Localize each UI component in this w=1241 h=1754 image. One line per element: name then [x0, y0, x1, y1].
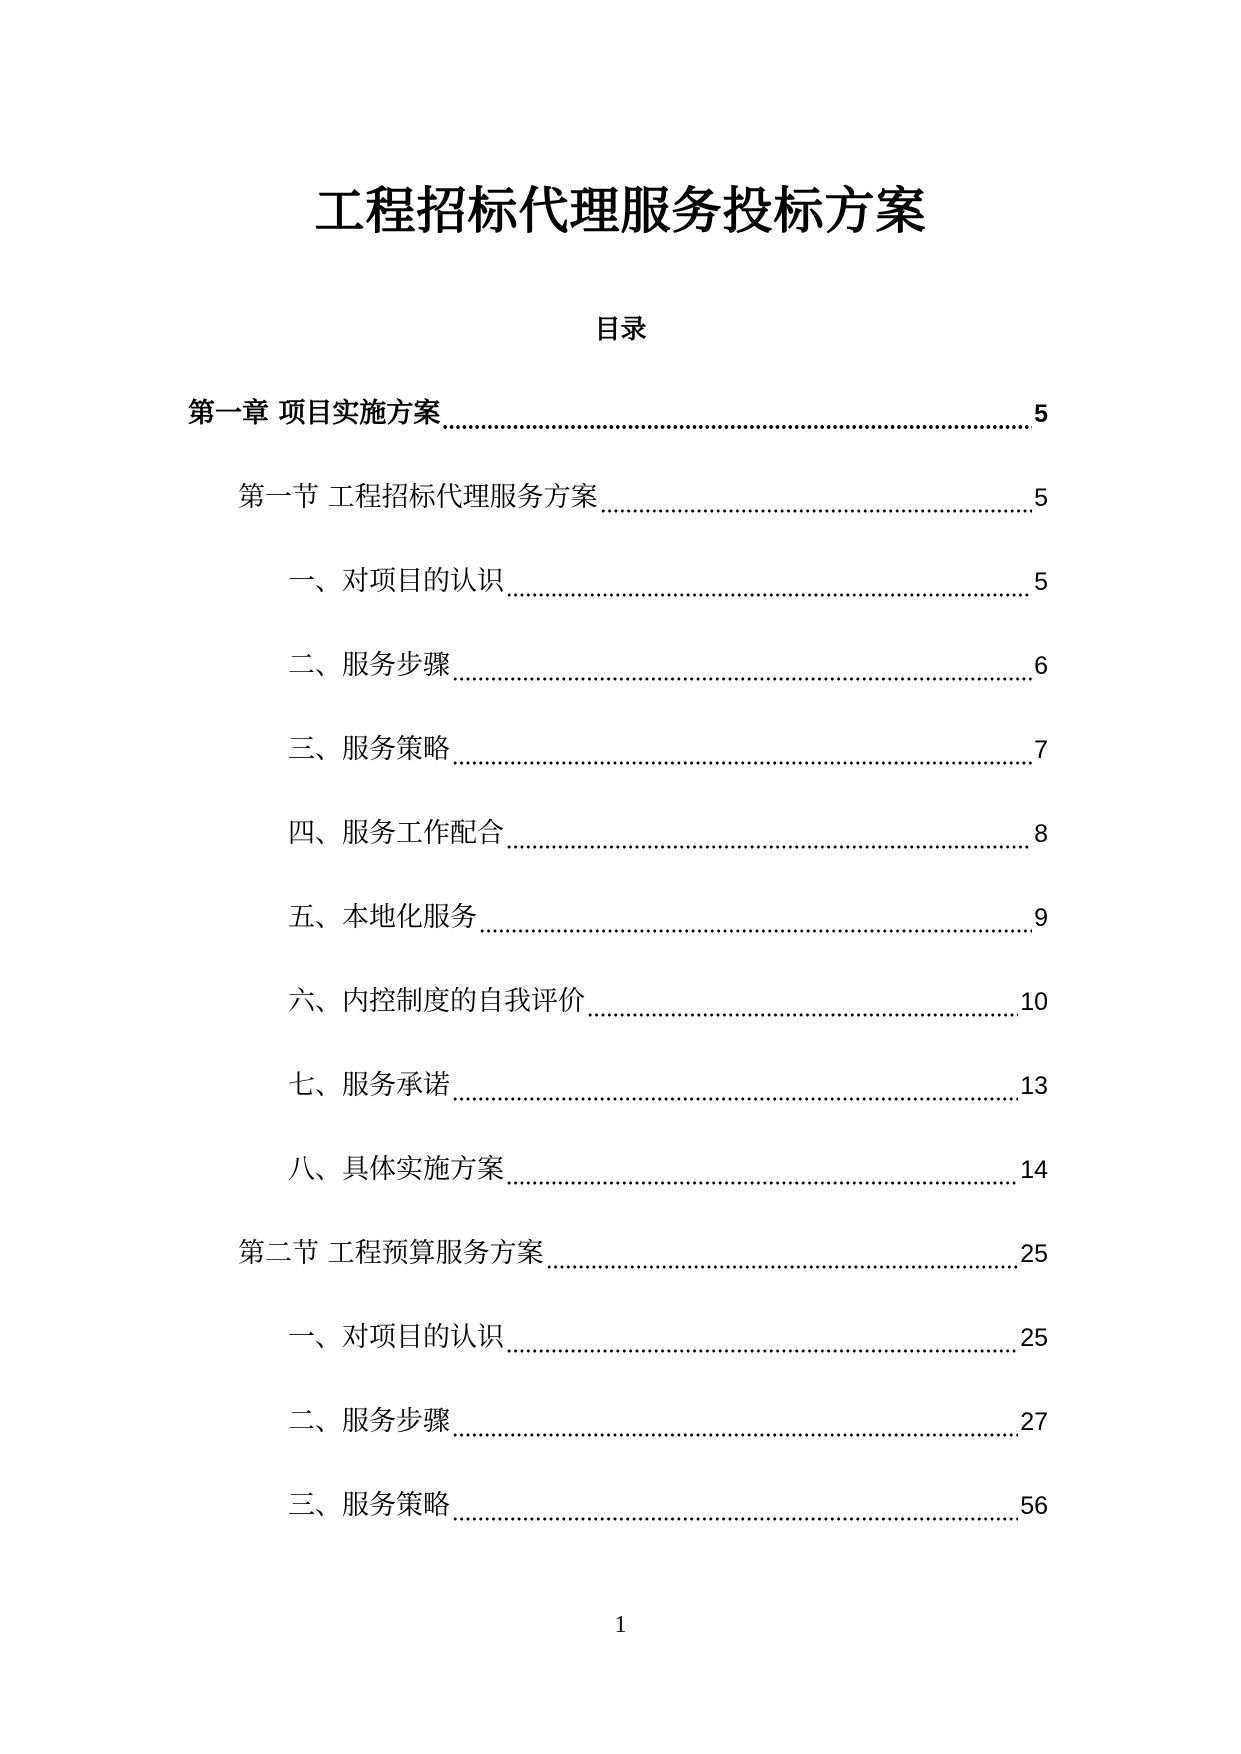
toc-dot-leader	[452, 677, 1032, 681]
toc-entry-title: 八、具体实施方案	[288, 1154, 504, 1185]
toc-entry[interactable]	[0, 372, 1241, 456]
toc-dot-leader	[479, 929, 1032, 933]
toc-entry-title: 一、对项目的认识	[288, 1322, 504, 1353]
toc-entry-page: 25	[1020, 1324, 1048, 1352]
toc-entry-title: 七、服务承诺	[288, 1070, 450, 1101]
toc-entry[interactable]	[0, 624, 1241, 708]
toc-dot-leader	[506, 845, 1032, 849]
toc-entry-title: 二、服务步骤	[288, 1406, 450, 1437]
toc-entry-title: 四、服务工作配合	[288, 818, 504, 849]
toc-entry[interactable]	[0, 1044, 1241, 1128]
toc-entry-page: 6	[1034, 652, 1048, 680]
toc-dot-leader	[587, 1013, 1018, 1017]
toc-entry-page: 10	[1020, 988, 1048, 1016]
toc-dot-leader	[452, 1097, 1018, 1101]
toc-entry-title: 五、本地化服务	[288, 902, 477, 933]
toc-entry-title: 一、对项目的认识	[288, 566, 504, 597]
page-number: 1	[614, 1612, 627, 1638]
toc-entry-title: 第一节 工程招标代理服务方案	[238, 482, 598, 513]
toc-entry[interactable]	[0, 792, 1241, 876]
toc-dot-leader	[442, 425, 1032, 429]
table-of-contents	[0, 372, 1241, 1548]
toc-entry[interactable]	[0, 1212, 1241, 1296]
toc-entry-title: 第二节 工程预算服务方案	[238, 1238, 544, 1269]
toc-dot-leader	[452, 1517, 1018, 1521]
document-title: 工程招标代理服务投标方案	[314, 182, 927, 240]
toc-entry[interactable]	[0, 1380, 1241, 1464]
toc-entry-page: 5	[1034, 568, 1048, 596]
toc-entry-title: 三、服务策略	[288, 1490, 450, 1521]
toc-entry[interactable]	[0, 1464, 1241, 1548]
toc-entry-page: 25	[1020, 1240, 1048, 1268]
toc-entry-title: 六、内控制度的自我评价	[288, 986, 585, 1017]
toc-entry-title: 二、服务步骤	[288, 650, 450, 681]
toc-entry-page: 9	[1034, 904, 1048, 932]
toc-dot-leader	[546, 1265, 1019, 1269]
toc-dot-leader	[506, 593, 1032, 597]
toc-entry[interactable]	[0, 708, 1241, 792]
toc-entry-page: 27	[1020, 1408, 1048, 1436]
toc-entry[interactable]	[0, 960, 1241, 1044]
toc-entry-page: 5	[1034, 400, 1048, 428]
toc-dot-leader	[506, 1349, 1018, 1353]
toc-heading: 目录	[594, 315, 647, 345]
toc-entry[interactable]	[0, 456, 1241, 540]
toc-entry[interactable]	[0, 540, 1241, 624]
toc-dot-leader	[600, 509, 1033, 513]
toc-entry-page: 13	[1020, 1072, 1048, 1100]
toc-entry-title: 第一章 项目实施方案	[188, 398, 441, 429]
toc-dot-leader	[506, 1181, 1018, 1185]
toc-entry-page: 56	[1020, 1492, 1048, 1520]
toc-entry[interactable]	[0, 1296, 1241, 1380]
toc-entry-page: 8	[1034, 820, 1048, 848]
toc-entry[interactable]	[0, 1128, 1241, 1212]
toc-entry-page: 14	[1020, 1156, 1048, 1184]
toc-dot-leader	[452, 761, 1032, 765]
toc-entry-page: 7	[1034, 736, 1048, 764]
toc-dot-leader	[452, 1433, 1018, 1437]
toc-entry-title: 三、服务策略	[288, 734, 450, 765]
toc-entry-page: 5	[1034, 484, 1048, 512]
toc-entry[interactable]	[0, 876, 1241, 960]
